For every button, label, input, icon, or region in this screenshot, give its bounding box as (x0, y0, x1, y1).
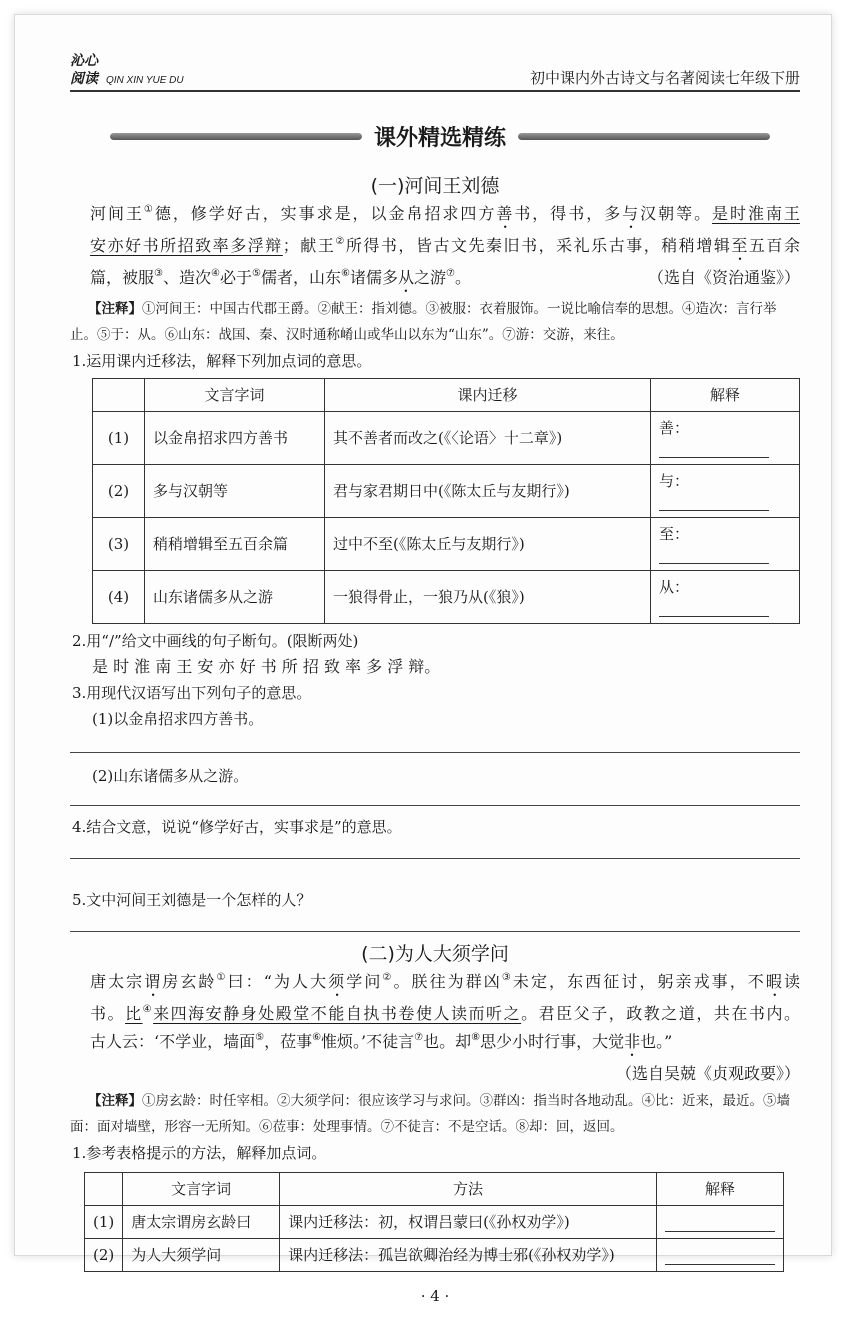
row-number: (2) (93, 465, 145, 518)
page-header (70, 44, 800, 92)
footnote-marker: ⑤ (255, 1032, 265, 1043)
passage-text: 、造次 (162, 268, 211, 287)
passage-text: 房玄龄 (162, 972, 217, 991)
classical-word: 唐太宗谓房玄龄曰 (123, 1206, 280, 1239)
explanation-cell[interactable] (657, 1239, 784, 1272)
th-word: 文言字词 (145, 379, 325, 412)
banner-bar-left (110, 133, 362, 140)
explain-key: 从： (659, 578, 690, 596)
part2-notes (70, 1088, 800, 1140)
table-row (85, 1239, 784, 1272)
part2-q1: 1.参考表格提示的方法，解释加点词。 (72, 1144, 327, 1162)
row-number: (1) (85, 1206, 123, 1239)
footnote-marker: ⑤ (251, 268, 261, 279)
th-explain: 解释 (651, 379, 800, 412)
th-ref: 课内迁移 (325, 379, 651, 412)
footnote-marker: ⑧ (471, 1032, 481, 1043)
footnote-marker: ② (335, 236, 346, 247)
passage-line (90, 232, 800, 264)
row-number: (4) (93, 571, 145, 624)
page-number: · 4 · (420, 1287, 450, 1305)
passage-text: 。 (454, 268, 471, 287)
passage-text: 学问 (346, 972, 383, 991)
dotted-word: 谓 (144, 972, 163, 991)
table-row (93, 465, 800, 518)
passage-text: 诸儒多 (349, 268, 398, 287)
passage-text: 也。却 (423, 1032, 472, 1051)
explain-key: 至： (659, 525, 690, 543)
passage-text: 儒者，山东 (260, 268, 341, 287)
answer-line[interactable] (70, 752, 800, 753)
dotted-word: 与 (622, 204, 641, 223)
passage-text: 古人云：‘不学业，墙面 (90, 1032, 256, 1051)
header-left (70, 52, 184, 90)
th-num (93, 379, 145, 412)
reference: 其不善者而改之(《〈论语〉十二章》) (325, 412, 651, 465)
answer-blank[interactable] (665, 1249, 775, 1265)
passage-text: 所得书，皆古文先秦旧书，采礼乐古事，稍稍增辑 (345, 236, 732, 255)
row-number: (1) (93, 412, 145, 465)
section-banner (110, 118, 770, 154)
part1-table (92, 378, 800, 624)
passage-text: 思少小时行事，大觉 (480, 1032, 625, 1051)
footnote-marker: ⑦ (445, 268, 455, 279)
passage-text: 必于 (219, 268, 252, 287)
passage-text: 惟烦。’不徒言 (321, 1032, 415, 1051)
passage-text: 河间王 (90, 204, 144, 223)
part1-q4: 4.结合文意，说说“修学好古，实事求是”的意思。 (72, 818, 402, 836)
passage-text: 德，修学好古，实事求是，以金帛招求四方 (154, 204, 497, 223)
passage-text: 之游 (413, 268, 446, 287)
reference: 一狼得骨止，一狼乃从(《狼》) (325, 571, 651, 624)
passage-text: 五百余 (748, 236, 800, 255)
passage-text: 。朕往为群凶 (393, 972, 502, 991)
underlined-text: 来四海安静身处殿堂不能自执书卷使人读而听之 (153, 1004, 522, 1023)
table-row (93, 518, 800, 571)
notes-label: 【注释】 (88, 301, 142, 317)
part2-passage (70, 968, 800, 1060)
answer-line[interactable] (70, 805, 800, 806)
dotted-word: 非 (624, 1032, 641, 1051)
underlined-text: 安亦好书所招致率多浮辩 (90, 236, 283, 255)
banner-title: 课外精选精练 (374, 125, 507, 151)
part1-q5: 5.文中河间王刘德是一个怎样的人？ (72, 891, 312, 909)
book-title: 初中课内外古诗文与名著阅读七年级下册 (529, 69, 800, 87)
footnote-marker: ① (143, 204, 155, 215)
passage-text: 也。” (640, 1032, 673, 1051)
passage-line (90, 1028, 800, 1060)
answer-line[interactable] (70, 858, 800, 859)
footnote-marker: ③ (154, 268, 163, 279)
classical-word: 多与汉朝等 (145, 465, 325, 518)
reference: 过中不至(《陈太丘与友期行》) (325, 518, 651, 571)
passage-text: 未定，东西征讨，躬亲戎事，不 (512, 972, 766, 991)
dotted-word: 至 (731, 236, 749, 255)
notes-text: ①河间王：中国古代郡王爵。②献王：指刘德。③被服：衣着服饰。一说比喻信奉的思想。④造次：言行举止。⑤于：从。⑥山东：战国、秦、汉时通称崤山或华山以东为“山东”。⑦游：交游，来往。 (70, 301, 777, 343)
part2-title: (二)为人大须学问 (361, 943, 509, 965)
answer-blank[interactable] (665, 1216, 775, 1232)
logo-bottom: 阅读 (70, 71, 98, 87)
th-num (85, 1173, 123, 1206)
explanation-cell[interactable] (651, 518, 800, 571)
notes-label: 【注释】 (88, 1093, 142, 1109)
banner-bar-right (518, 133, 770, 140)
explanation-cell[interactable] (651, 571, 800, 624)
reference: 课内迁移法：初，权谓吕蒙曰(《孙权劝学》) (280, 1206, 657, 1239)
table-row (93, 412, 800, 465)
passage-line (90, 968, 800, 1000)
reference: 君与家君期日中(《陈太丘与友期行》) (325, 465, 651, 518)
reference: 课内迁移法：孤岂欲卿治经为博士邪(《孙权劝学》) (280, 1239, 657, 1272)
notes-text: ①房玄龄：时任宰相。②大须学问：很应该学习与求问。③群凶：指当时各地动乱。④比：近来，最近。⑤墙面：面对墙壁，形容一无所知。⑥莅事：处理事情。⑦不徒言：不是空话。⑧却：回，返回。 (70, 1093, 790, 1135)
q3-item-2: (2)山东诸儒多从之游。 (92, 767, 249, 785)
passage-line (90, 200, 800, 232)
part1-q2: 2.用“/”给文中画线的句子断句。(限断两处) (72, 632, 359, 650)
passage-text: 汉朝等。 (640, 204, 713, 223)
passage-text: 唐太宗 (90, 972, 145, 991)
classical-word: 以金帛招求四方善书 (145, 412, 325, 465)
footnote-marker: ⑥ (312, 1032, 322, 1043)
explanation-cell[interactable] (657, 1206, 784, 1239)
table-row (85, 1206, 784, 1239)
footnote-marker: ② (382, 972, 394, 983)
logo-english: QIN XIN YUE DU (106, 75, 184, 86)
part1-q1: 1.运用课内迁移法，解释下列加点词的意思。 (72, 352, 372, 370)
footnote-marker: ③ (501, 972, 513, 983)
footnote-marker: ④ (211, 268, 220, 279)
footnote-marker: ⑥ (340, 268, 350, 279)
passage-text: 。君臣父子，政教之道，共在书内。 (521, 1004, 800, 1023)
answer-blank[interactable] (659, 495, 769, 511)
classical-word: 为人大须学问 (123, 1239, 280, 1272)
dotted-word: 善 (496, 204, 515, 223)
explanation-cell[interactable] (651, 465, 800, 518)
dotted-word: 暇 (765, 972, 784, 991)
row-number: (3) (93, 518, 145, 571)
th-method: 方法 (280, 1173, 657, 1206)
q3-item-1: (1)以金帛招求四方善书。 (92, 710, 264, 728)
passage-text: 读 (783, 972, 800, 991)
part1-title: (一)河间王刘德 (370, 175, 500, 197)
underlined-text: 比 (125, 1004, 143, 1023)
part1-source: （选自《资治通鉴》） (647, 268, 800, 287)
answer-blank[interactable] (659, 442, 769, 458)
header-logo (70, 52, 98, 88)
passage-text: ，莅事 (264, 1032, 313, 1051)
classical-word: 山东诸儒多从之游 (145, 571, 325, 624)
part2-table (84, 1172, 784, 1272)
passage-line (90, 1000, 800, 1028)
passage-text: 曰：“为人大 (227, 972, 329, 991)
part2-source: （选自吴兢《贞观政要》） (615, 1064, 800, 1083)
dotted-word: 须 (328, 972, 347, 991)
classical-word: 稍稍增辑至五百余篇 (145, 518, 325, 571)
passage-text: 书。 (90, 1004, 126, 1023)
explain-key: 善： (659, 419, 690, 437)
th-explain: 解释 (657, 1173, 784, 1206)
underlined-text: 是时淮南王 (712, 204, 800, 223)
table-row (93, 571, 800, 624)
part1-q3: 3.用现代汉语写出下列句子的意思。 (72, 684, 312, 702)
th-word: 文言字词 (123, 1173, 280, 1206)
passage-text: 书，得书，多 (514, 204, 623, 223)
explain-key: 与： (659, 472, 690, 490)
part1-notes (70, 296, 800, 348)
part1-passage (70, 200, 800, 296)
dotted-word: 从 (397, 268, 414, 287)
answer-blank[interactable] (659, 548, 769, 564)
footnote-marker: ① (216, 972, 228, 983)
answer-blank[interactable] (659, 601, 769, 617)
answer-line[interactable] (70, 931, 800, 932)
passage-last-row (90, 264, 800, 296)
q2-sentence: 是 时 淮 南 王 安 亦 好 书 所 招 致 率 多 浮 辩。 (92, 657, 441, 676)
logo-top: 沁心 (70, 53, 98, 69)
footnote-marker: ④ (142, 1004, 154, 1015)
passage-text: 篇，被服 (90, 268, 155, 287)
passage-line (90, 264, 471, 296)
footnote-marker: ⑦ (414, 1032, 424, 1043)
explanation-cell[interactable] (651, 412, 800, 465)
row-number: (2) (85, 1239, 123, 1272)
passage-text: ；献王 (282, 236, 336, 255)
